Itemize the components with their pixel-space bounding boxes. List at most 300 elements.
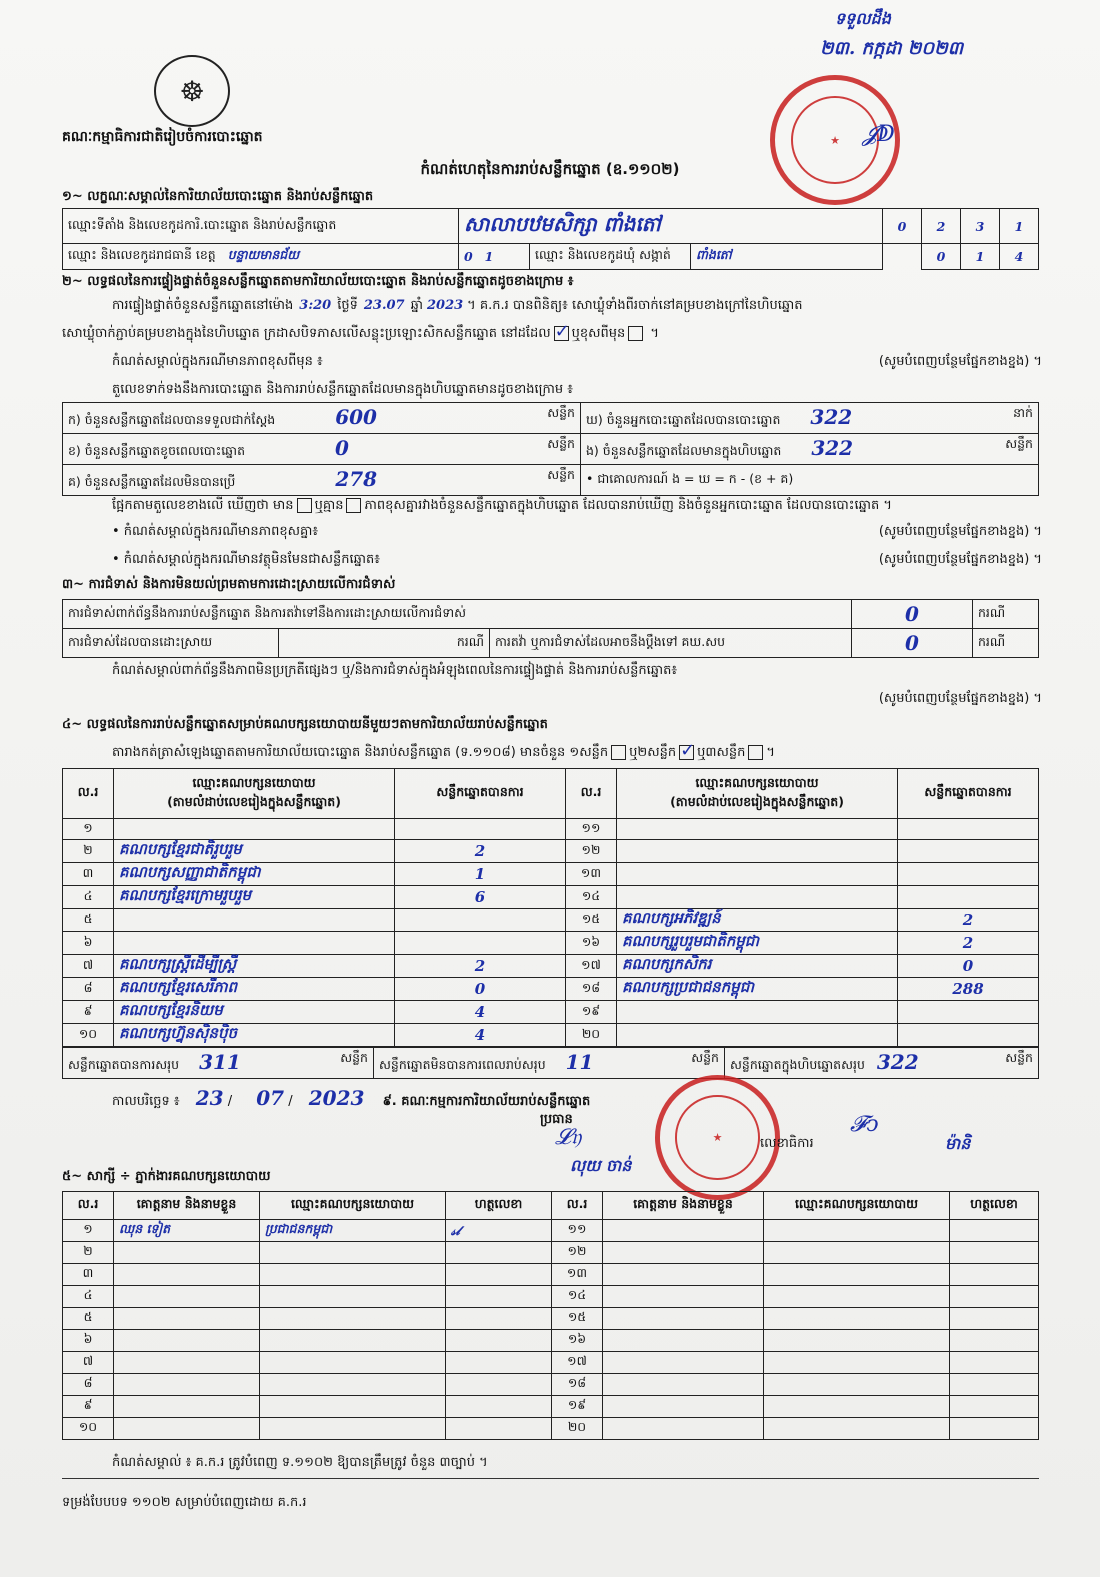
table-cell (446, 1308, 552, 1330)
resolved-label: ការជំទាស់ដែលបានដោះស្រាយ (63, 629, 279, 658)
table-cell (764, 1264, 950, 1286)
table-cell (260, 1242, 446, 1264)
table-row (63, 1220, 1039, 1242)
col-header: សន្លឹកឆ្នោតបានការ (898, 769, 1039, 819)
official-seal-icon: ★ (770, 75, 900, 205)
seal-line: សោឃ្លុំចាក់ភ្ជាប់គម្របខាងក្នុងនៃហិបឆ្នោត ក្រដាសបិទភាសលើសន្លុះប្រឡោះសិកសន្លឹកឆ្នោត នៅដដែល✓ ឬខុសពីមុន ។ (62, 325, 1042, 344)
table-cell: គណបក្សខ្មែរនិយម (114, 1001, 395, 1024)
chair-label: ប្រធាន (540, 1112, 573, 1127)
text: សន្លឹក (691, 1050, 719, 1065)
table-cell (446, 1264, 552, 1286)
text: ។ គ.ក.រ បានពិនិត្យ៖ សោឃ្លុំទាំងពីរចាក់នៅគម្របខាងក្រៅនៃហិបឆ្នោត (467, 298, 803, 313)
appeal-value: 0 (852, 629, 973, 658)
table-cell (617, 840, 898, 863)
table-cell: 1 (395, 863, 566, 886)
table-cell (603, 1264, 764, 1286)
table-row (63, 1242, 1039, 1264)
table-cell (603, 1286, 764, 1308)
province-code-digit: 0 (464, 249, 473, 264)
stamp-note-hw: ទទួលដឹង (835, 9, 891, 28)
table-cell: ៥ (63, 1308, 114, 1330)
text: សន្លឹក (547, 467, 575, 482)
section3-note: កំណត់សម្គាល់ពាក់ព័ន្ធនឹងភាពមិនប្រក្រតីផ្សេងៗ ឬ/និងការជំទាស់ក្នុងអំឡុងពេលនៃការផ្ទៀងផ្ទាត់ និងការរាប់សន្លឹកឆ្នោត៖ (112, 663, 678, 678)
col-header (617, 769, 898, 819)
note2-line (112, 523, 1042, 542)
table-cell: 6 (395, 886, 566, 909)
text: (តាមលំដាប់លេខរៀងក្នុងសន្លឹកឆ្នោត) (670, 793, 844, 809)
witness-table (62, 1191, 1039, 1440)
table-cell: 2 (395, 840, 566, 863)
table-row (63, 1330, 1039, 1352)
commune-code-digit: 4 (1000, 244, 1039, 270)
table-cell: ១៣ (552, 1264, 603, 1286)
col-header: គោត្តនាម និងនាមខ្លួន (603, 1192, 764, 1220)
table-cell: ២ (63, 840, 114, 863)
results-table (62, 768, 1039, 1047)
table-cell: គណបក្សកសិករ (617, 955, 898, 978)
table-cell (114, 1286, 260, 1308)
table-cell (114, 1418, 260, 1440)
table-cell (446, 1242, 552, 1264)
section5-heading: ៥~ សាក្សី ÷ ភ្នាក់ងារគណបក្សនយោបាយ (62, 1169, 271, 1184)
table-cell (114, 1308, 260, 1330)
table-cell (603, 1220, 764, 1242)
col-header: ហត្ថលេខា (446, 1192, 552, 1220)
table-cell (950, 1308, 1039, 1330)
total-invalid: 11 (565, 1050, 594, 1074)
table-cell (603, 1242, 764, 1264)
section5-note: កំណត់សម្គាល់ ៖ គ.ក.រ ត្រូវបំពេញ ទ.១១០២ ឱ្យបានត្រឹមត្រូវ ចំនួន ៣ច្បាប់ ។ (112, 1455, 488, 1470)
table-cell (898, 1024, 1039, 1047)
table-cell (617, 1001, 898, 1024)
kha-value: 0 (335, 436, 349, 460)
committee-name: គណៈកម្មាធិការជាតិរៀបចំការបោះឆ្នោត (62, 129, 263, 145)
secretary-signature: 𝓕ↄ (850, 1112, 879, 1137)
commune-value: ពាំងតៅ (691, 244, 883, 270)
ngo-value: 322 (810, 405, 853, 429)
table-cell: ១៧ (552, 1352, 603, 1374)
text: ខ) ចំនួនសន្លឹកឆ្នោតខូចពេលបោះឆ្នោត (68, 443, 246, 458)
location-label: ឈ្មោះទីតាំង និងលេខកូដការិ.បោះឆ្នោត និងរាប់សន្លឹកឆ្នោត (63, 209, 459, 244)
table-cell: ១៧ (566, 955, 617, 978)
table-cell: ៨ (63, 978, 114, 1001)
table-cell: ១៦ (552, 1330, 603, 1352)
one-sheet-checkbox[interactable] (611, 745, 626, 760)
col-header: ល.រ (63, 1192, 114, 1220)
office-seal-icon: ★ (655, 1075, 780, 1200)
section4-intro (112, 744, 1042, 763)
table-cell: ១៤ (552, 1286, 603, 1308)
col-header: ឈ្មោះគណបក្សនយោបាយ (764, 1192, 950, 1220)
table-row (63, 932, 1039, 955)
table-cell (446, 1286, 552, 1308)
table-row (63, 1308, 1039, 1330)
table-cell (950, 1396, 1039, 1418)
province-code-digit: 1 (484, 249, 494, 264)
chair-signature: 𝓛𝔶 (555, 1125, 582, 1150)
table-cell: ៣ (63, 1264, 114, 1286)
table-row (63, 955, 1039, 978)
text: ឈ្មោះគណបក្សនយោបាយ (695, 774, 819, 790)
table-cell: 2 (898, 932, 1039, 955)
table-cell (898, 840, 1039, 863)
table-row (63, 1024, 1039, 1047)
text: សន្លឹកឆ្នោតក្នុងហិបឆ្នោតសរុប (730, 1057, 865, 1072)
table-row (63, 1286, 1039, 1308)
table-cell (764, 1242, 950, 1264)
table-cell: ១៩ (552, 1396, 603, 1418)
table-cell: ៦ (63, 932, 114, 955)
reception-signature: 𝓙ↁ (862, 122, 895, 147)
unchanged-checkbox[interactable] (554, 326, 569, 341)
table-cell: 2 (395, 955, 566, 978)
table-cell: ១២ (552, 1242, 603, 1264)
col-header: ល.រ (552, 1192, 603, 1220)
text: ថ្ងៃទី (337, 298, 358, 313)
text: ឃ) ចំនួនអ្នកបោះឆ្នោតដែលបានបោះឆ្នោត (586, 412, 781, 427)
compare-line (112, 497, 1042, 516)
text: (សូមបំពេញបន្ថែមផ្នែកខាងខ្នង) ។ (878, 691, 1042, 706)
text: ឈ្មោះគណបក្សនយោបាយ (192, 774, 316, 790)
table-cell: ៣ (63, 863, 114, 886)
text: ឆ្នាំ (410, 298, 423, 313)
table-row (63, 1001, 1039, 1024)
text: សោឃ្លុំចាក់ភ្ជាប់គម្របខាងក្នុងនៃហិបឆ្នោត ក្រដាសបិទភាសលើសន្លុះប្រឡោះសិកសន្លឹកឆ្នោត នៅដដែល (62, 326, 551, 341)
table-row (63, 863, 1039, 886)
location-code-digit: 1 (1000, 209, 1039, 244)
table-cell (764, 1286, 950, 1308)
text: តារាងកត់ត្រាសំឡេងឆ្នោតតាមការិយាល័យបោះឆ្នោត និងរាប់សន្លឹកឆ្នោត (ទ.១១០៨) មានចំនួន ១សន្លឹក (112, 745, 609, 760)
table-cell: ២០ (552, 1418, 603, 1440)
province-label: ឈ្មោះ និងលេខកូដរាជធានី ខេត្ត (68, 247, 216, 262)
table-cell: គណបក្សរួបរួមជាតិកម្ពុជា (617, 932, 898, 955)
table-cell: ១៨ (552, 1374, 603, 1396)
table-cell (950, 1242, 1039, 1264)
text: កំណត់សម្គាល់ក្នុងករណីមានភាពខុសពីមុន ៖ (112, 354, 323, 369)
stamp-date-hw: ២៣. កក្កដា ២០២៣ (820, 38, 964, 59)
appeal-label: ការតវ៉ា ឬការជំទាស់ដែលអាចនឹងប្តឹងទៅ គឃ.សប (490, 629, 852, 658)
table-cell: គណបក្សសញ្ញាជាតិកម្ពុជា (114, 863, 395, 886)
table-cell (950, 1418, 1039, 1440)
table-cell (114, 1352, 260, 1374)
text: សន្លឹកឆ្នោតមិនបានការពេលរាប់សរុប (379, 1057, 546, 1072)
text: ឬខុសពីមុន (571, 326, 626, 341)
text: សន្លឹក (1005, 436, 1033, 451)
col-header: ល.រ (63, 769, 114, 819)
text: (តាមលំដាប់លេខរៀងក្នុងសន្លឹកឆ្នោត) (167, 793, 341, 809)
table-cell: គណបក្សអភិវឌ្ឍន៍ (617, 909, 898, 932)
table-cell: គណបក្សស្ត្រីដើម្បីស្ត្រី (114, 955, 395, 978)
ng-value: 322 (811, 436, 854, 460)
table-cell (395, 932, 566, 955)
text: • កំណត់សម្គាល់ក្នុងករណីមានវត្ថុមិនមែនជាសន្លឹកឆ្នោត៖ (112, 552, 380, 567)
text: • កំណត់សម្គាល់ក្នុងករណីមានភាពខុសគ្នា៖ (112, 524, 319, 539)
table-cell (603, 1396, 764, 1418)
section2-heading: ២~ លទ្ធផលនៃការផ្ទៀងផ្ទាត់ចំនួនសន្លឹកឆ្នោតតាមការិយាល័យបោះឆ្នោត និងរាប់សន្លឹកឆ្នោតដូចខាងក្រោម ៖ (62, 274, 574, 289)
table-cell (764, 1220, 950, 1242)
date-day: 23 (195, 1086, 224, 1110)
table-cell: ១០ (63, 1418, 114, 1440)
location-value: សាលាបឋមសិក្សា ពាំងតៅ (459, 209, 883, 244)
text: ផ្អែកតាមតួលេខខាងលើ ឃើញថា មាន (112, 498, 294, 513)
location-code-digit: 3 (961, 209, 1000, 244)
document-title: កំណត់ហេតុនៃការរាប់សន្លឹកឆ្នោត (ឧ.១១០២) (420, 160, 680, 178)
difference-yes-checkbox[interactable] (297, 498, 312, 513)
table-cell: ១២ (566, 840, 617, 863)
table-cell: ២០ (566, 1024, 617, 1047)
commune-label: ឈ្មោះ និងលេខកូដឃុំ សង្កាត់ (530, 244, 691, 270)
list-intro: តួលេខទាក់ទងនឹងការបោះឆ្នោត និងការរាប់សន្លឹកឆ្នោតដែលមានក្នុងហិបឆ្នោតមានដូចខាងក្រោម ៖ (112, 382, 573, 397)
secretary-label: លេខាធិការ (760, 1136, 814, 1151)
table-cell: ឈុន ទៀត (114, 1220, 260, 1242)
table-cell: ៤ (63, 1286, 114, 1308)
table-cell (617, 886, 898, 909)
text: សន្លឹក (340, 1050, 368, 1065)
table-cell: ៨ (63, 1374, 114, 1396)
table-cell (260, 1418, 446, 1440)
location-code-digit: 2 (922, 209, 961, 244)
objection-value: 0 (852, 600, 973, 629)
table-cell (603, 1330, 764, 1352)
table-cell: ៩ (63, 1001, 114, 1024)
table-cell (950, 1330, 1039, 1352)
text: ភាពខុសគ្នារវាងចំនួនសន្លឹកឆ្នោតក្នុងហិបឆ្នោត ដែលបានរាប់ឃើញ និងចំនួនអ្នកបោះឆ្នោត ដែលបានបោះឆ្នោត ។ (364, 498, 892, 513)
table-cell (260, 1396, 446, 1418)
text: កាលបរិច្ឆេទ ៖ (112, 1094, 180, 1109)
table-cell (446, 1374, 552, 1396)
footer-rule (62, 1478, 1039, 1479)
location-code-digit: 0 (883, 209, 922, 244)
text: ករណី (279, 629, 490, 658)
table-cell (446, 1220, 552, 1242)
note3-line (112, 551, 1042, 570)
table-cell (446, 1330, 552, 1352)
objection-label: ការជំទាស់ពាក់ព័ន្ធនឹងការរាប់សន្លឹកឆ្នោត និងការតវ៉ាទៅនឹងការដោះស្រាយលើការជំទាស់ (63, 600, 852, 629)
text: ក) ចំនួនសន្លឹកឆ្នោតដែលបានទទួលជាក់ស្តែង (68, 412, 276, 427)
changed-checkbox[interactable] (628, 326, 643, 341)
total-box: 322 (876, 1050, 919, 1074)
table-cell (395, 909, 566, 932)
table-cell (603, 1352, 764, 1374)
table-cell (950, 1220, 1039, 1242)
three-sheets-checkbox[interactable] (748, 745, 763, 760)
table-cell (114, 909, 395, 932)
verification-line (112, 297, 1042, 316)
table-cell (764, 1396, 950, 1418)
secretary-name: ម៉ានិ (945, 1134, 971, 1153)
text: ឬ៣សន្លឹក (697, 745, 746, 760)
section3-heading: ៣~ ការជំទាស់ និងការមិនយល់ព្រមតាមការដោះស្រាយលើការជំទាស់ (62, 577, 396, 592)
difference-no-checkbox[interactable] (346, 498, 361, 513)
table-cell (898, 819, 1039, 840)
table-cell (260, 1286, 446, 1308)
nec-emblem-icon: ☸ (154, 55, 230, 127)
table-cell (260, 1264, 446, 1286)
col-header: ល.រ (566, 769, 617, 819)
table-row (63, 886, 1039, 909)
table-row (63, 978, 1039, 1001)
table-row (63, 909, 1039, 932)
table-cell (950, 1286, 1039, 1308)
table-cell (260, 1308, 446, 1330)
col-header: ឈ្មោះគណបក្សនយោបាយ (260, 1192, 446, 1220)
col-header (114, 769, 395, 819)
verification-year: 2023 (426, 298, 464, 313)
table-cell: ៧ (63, 955, 114, 978)
table-cell: ១៥ (566, 909, 617, 932)
table-cell: ១៩ (566, 1001, 617, 1024)
table-cell: គណបក្សខ្មែរជាតិរួបរួម (114, 840, 395, 863)
table-cell: ១៨ (566, 978, 617, 1001)
text: គ) ចំនួនសន្លឹកឆ្នោតដែលមិនបានប្រើ (68, 474, 236, 489)
table-cell (950, 1264, 1039, 1286)
commune-code-digit: 0 (922, 244, 961, 270)
text: (សូមបំពេញបន្ថែមផ្នែកខាងខ្នង) ។ (878, 354, 1042, 369)
formula: • ជាគោលការណ៍ ង = ឃ = ក - (ខ + គ) (581, 465, 1039, 496)
table-cell (950, 1374, 1039, 1396)
table-cell (603, 1308, 764, 1330)
chair-name: លុយ ចាន់ (570, 1156, 632, 1175)
table-cell: ១ (63, 819, 114, 840)
date-line: កាលបរិច្ឆេទ ៖ 23 / 07 / 2023 ៩. គណៈកម្មការការិយាល័យរាប់សន្លឹកឆ្នោត (112, 1086, 591, 1110)
table-cell (950, 1352, 1039, 1374)
text: សន្លឹកឆ្នោតបានការសរុប (68, 1057, 180, 1072)
text: សន្លឹក (547, 405, 575, 420)
two-sheets-checkbox[interactable] (679, 745, 694, 760)
table-cell (114, 932, 395, 955)
table-cell (764, 1374, 950, 1396)
col-header: សន្លឹកឆ្នោតបានការ (395, 769, 566, 819)
table-cell: ២ (63, 1242, 114, 1264)
text: (សូមបំពេញបន្ថែមផ្នែកខាងខ្នង) ។ (878, 524, 1042, 539)
section4-heading: ៤~ លទ្ធផលនៃការរាប់សន្លឹកឆ្នោតសម្រាប់គណបក្សនយោបាយនីមួយៗតាមការិយាល័យរាប់សន្លឹកឆ្នោត (62, 717, 548, 732)
table-cell: ១ (63, 1220, 114, 1242)
table-cell (617, 1024, 898, 1047)
text: សន្លឹក (1005, 1050, 1033, 1065)
table-cell (764, 1352, 950, 1374)
table-cell (260, 1374, 446, 1396)
table-cell (898, 863, 1039, 886)
text: នាក់ (1013, 405, 1033, 420)
table-cell (114, 819, 395, 840)
table-cell (446, 1418, 552, 1440)
ka-value: 600 (335, 405, 377, 429)
table-cell (114, 1264, 260, 1286)
table-cell: ១៦ (566, 932, 617, 955)
table-cell: ១៤ (566, 886, 617, 909)
table-row (63, 1374, 1039, 1396)
table-cell: ១១ (566, 819, 617, 840)
table-cell: ៧ (63, 1352, 114, 1374)
text: ឬ២សន្លឹក (629, 745, 677, 760)
text: ករណី (973, 600, 1039, 629)
table-cell (446, 1396, 552, 1418)
table-row (63, 840, 1039, 863)
verification-time: 3:20 (299, 298, 332, 313)
col-header: ហត្ថលេខា (950, 1192, 1039, 1220)
province-cell (63, 244, 459, 270)
table-cell (260, 1352, 446, 1374)
table-row (63, 1352, 1039, 1374)
total-valid: 311 (199, 1050, 241, 1074)
text: ៩. គណៈកម្មការការិយាល័យរាប់សន្លឹកឆ្នោត (382, 1094, 591, 1109)
table-cell: ៦ (63, 1330, 114, 1352)
table-cell: ១១ (552, 1220, 603, 1242)
table-cell (764, 1330, 950, 1352)
note1-line (112, 353, 1042, 372)
table-cell: គណបក្សហ្វ៊ុនស៊ិនប៉ិច (114, 1024, 395, 1047)
table-row (63, 1396, 1039, 1418)
text: ការផ្ទៀងផ្ទាត់ចំនួនសន្លឹកឆ្នោតនៅម៉ោង (112, 298, 294, 313)
table-cell: គណបក្សខ្មែរសេរីភាព (114, 978, 395, 1001)
text: ។ (766, 745, 775, 760)
commune-code-digit: 1 (961, 244, 1000, 270)
table-cell: 0 (898, 955, 1039, 978)
table-cell (764, 1418, 950, 1440)
table-cell: ៥ (63, 909, 114, 932)
text: សន្លឹក (547, 436, 575, 451)
text: ឬគ្មាន (314, 498, 344, 513)
table-cell: គណបក្សខ្មែរក្រោមរួបរួម (114, 886, 395, 909)
form-footer: ទម្រង់បែបបទ ១១០២ សម្រាប់បំពេញដោយ គ.ក.រ (62, 1495, 307, 1510)
table-cell (114, 1396, 260, 1418)
date-year: 2023 (308, 1086, 365, 1110)
table-cell: ៩ (63, 1396, 114, 1418)
table-cell: 0 (395, 978, 566, 1001)
table-cell (764, 1308, 950, 1330)
totals-table (62, 1047, 1039, 1079)
verification-date: 23.07 (363, 298, 405, 313)
table-cell (114, 1242, 260, 1264)
province-value: បន្ទាយមានជ័យ (227, 247, 300, 262)
table-cell (898, 1001, 1039, 1024)
table-cell (898, 886, 1039, 909)
table-cell (395, 819, 566, 840)
table-cell (617, 863, 898, 886)
table-cell: ប្រជាជនកម្ពុជា (260, 1220, 446, 1242)
table-row (63, 1264, 1039, 1286)
table-cell (260, 1330, 446, 1352)
table-cell: ១០ (63, 1024, 114, 1047)
table-cell (114, 1374, 260, 1396)
col-header: គោត្តនាម និងនាមខ្លួន (114, 1192, 260, 1220)
table-cell: 2 (898, 909, 1039, 932)
table-cell (603, 1418, 764, 1440)
ko-value: 278 (335, 467, 378, 491)
text: (សូមបំពេញបន្ថែមផ្នែកខាងខ្នង) ។ (878, 552, 1042, 567)
table-cell: 288 (898, 978, 1039, 1001)
witness-signature: 𝓈𝓁 (451, 1222, 460, 1238)
table-row (63, 1418, 1039, 1440)
table-cell (617, 819, 898, 840)
section1-heading: ១~ លក្ខណៈសម្គាល់នៃការិយាល័យបោះឆ្នោត និងរាប់សន្លឹកឆ្នោត (62, 189, 374, 204)
table-cell (603, 1374, 764, 1396)
table-cell: ១៥ (552, 1308, 603, 1330)
count-table (62, 402, 1039, 496)
table-cell: 4 (395, 1024, 566, 1047)
objection-table (62, 599, 1039, 658)
table-cell: ៤ (63, 886, 114, 909)
date-month: 07 (256, 1086, 285, 1110)
table-cell: 4 (395, 1001, 566, 1024)
text: ករណី (973, 629, 1039, 658)
table-row (63, 819, 1039, 840)
table-cell (114, 1330, 260, 1352)
table-cell: ១៣ (566, 863, 617, 886)
text: ង) ចំនួនសន្លឹកឆ្នោតដែលមានក្នុងហិបឆ្នោត (586, 443, 782, 458)
table-cell (446, 1352, 552, 1374)
table-cell: គណបក្សប្រជាជនកម្ពុជា (617, 978, 898, 1001)
